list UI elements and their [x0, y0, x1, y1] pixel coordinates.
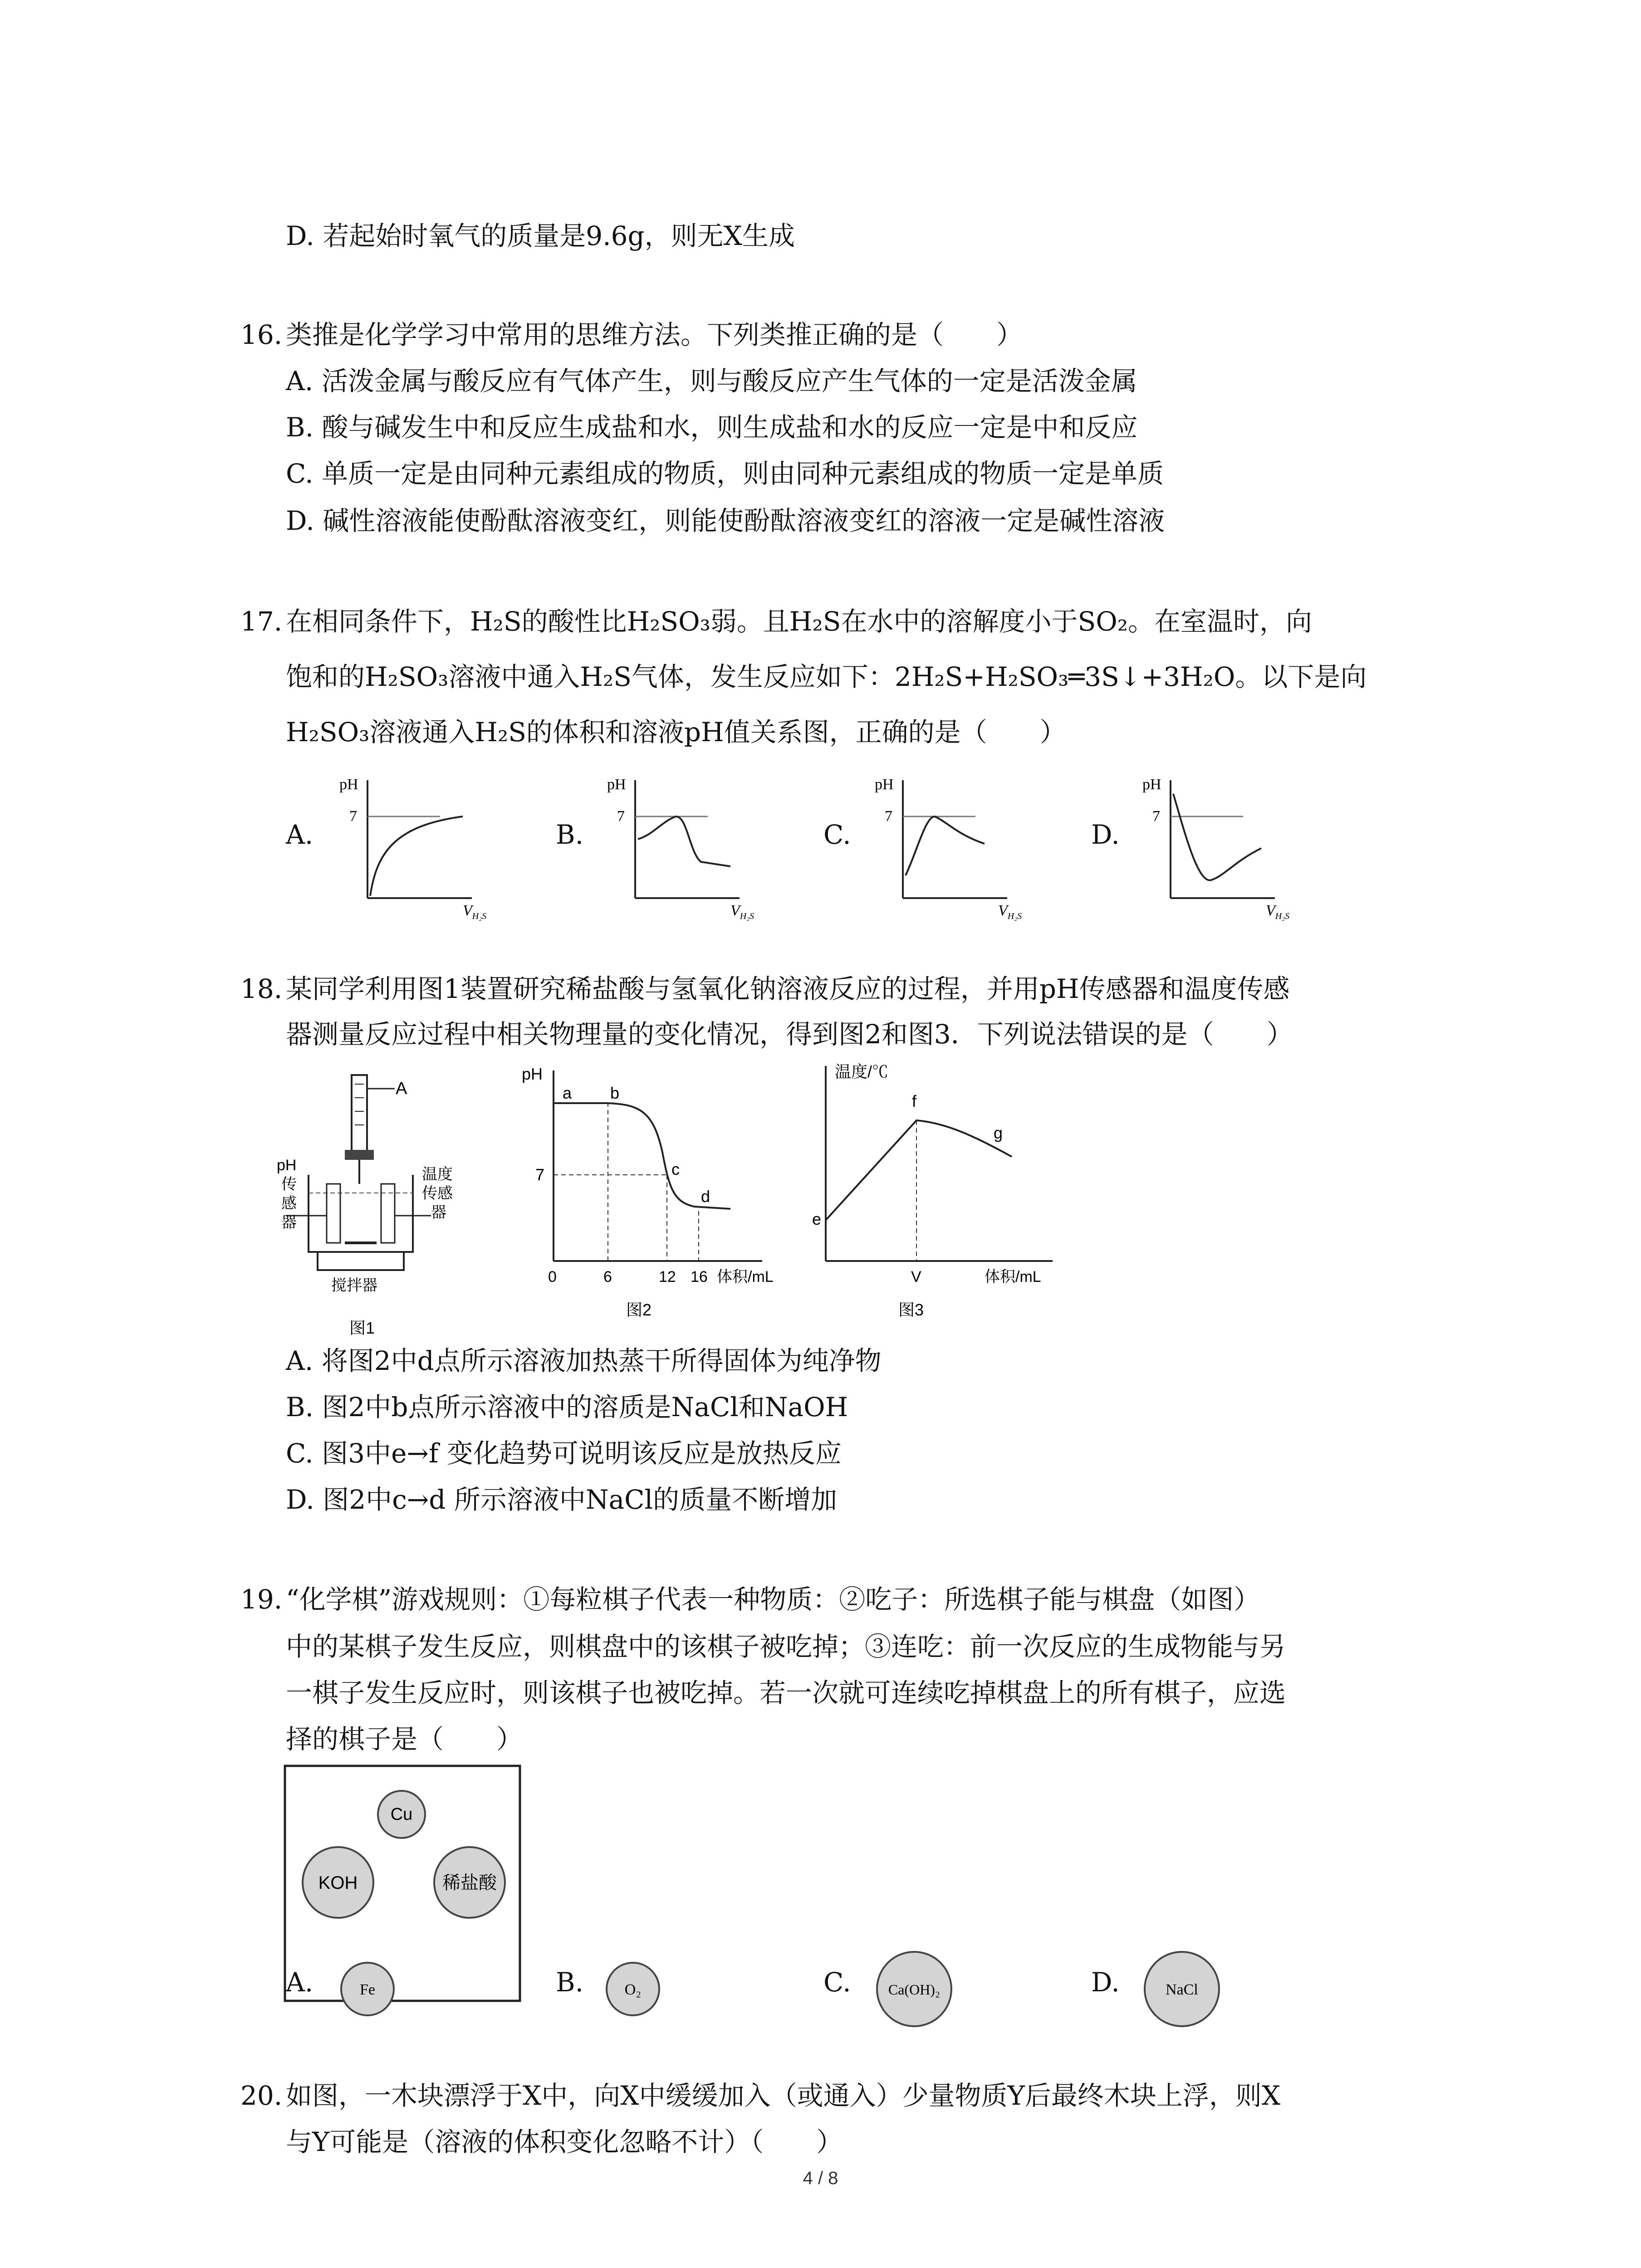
q19-stem-line-1: “化学棋”游戏规则：①每粒棋子代表一种物质：②吃子：所选棋子能与棋盘（如图）: [286, 1584, 1260, 1615]
graph-ytick: 7: [885, 808, 892, 825]
q20-stem-line-1: 如图，一木块漂浮于X中，向X中缓缓加入（或通入）少量物质Y后最终木块上浮，则X: [286, 2080, 1281, 2111]
ph-sensor-label: 感: [281, 1195, 297, 1212]
q20-stem-line-2: 与Y可能是（溶液的体积变化忽略不计）（ ）: [286, 2126, 843, 2157]
option-piece-label: Ca(OH)₂: [888, 1981, 941, 1998]
q16-option-b: B. 酸与碱发生中和反应生成盐和水，则生成盐和水的反应一定是中和反应: [286, 412, 1138, 443]
ph-sensor-label: pH: [277, 1157, 297, 1174]
q17-label-c: C.: [823, 819, 851, 850]
fig2-ylabel: pH: [522, 1065, 543, 1083]
fig2-point-label: c: [671, 1160, 680, 1178]
q18-stem-line-2: 器测量反应过程中相关物理量的变化情况，得到图2和图3．下列说法错误的是（ ）: [286, 1019, 1293, 1050]
q19-stem-line-4: 择的棋子是（ ）: [286, 1724, 523, 1755]
q19-label-c: C.: [823, 1967, 851, 1998]
q19-chess-board: [284, 1765, 524, 2005]
fig2-point-label: d: [701, 1187, 710, 1206]
figure-1-caption: 图1: [349, 1319, 375, 1337]
q18-option-a: A. 将图2中d点所示溶液加热蒸干所得固体为纯净物: [286, 1345, 882, 1376]
q16-stem: 类推是化学学习中常用的思维方法。下列类推正确的是（ ）: [286, 319, 1023, 350]
q18-stem-line-1: 某同学利用图1装置研究稀盐酸与氢氧化钠溶液反应的过程，并用pH传感器和温度传感: [286, 973, 1290, 1004]
fig2-point-label: b: [610, 1084, 620, 1102]
figure-2-caption: 图2: [626, 1300, 652, 1319]
q17-graph-b: [603, 771, 754, 921]
q18-option-c: C. 图3中e→f 变化趋势可说明该反应是放热反应: [286, 1438, 842, 1469]
q18-figure-2: [517, 1061, 774, 1343]
q16-option-d: D. 碱性溶液能使酚酞溶液变红，则能使酚酞溶液变红的溶液一定是碱性溶液: [286, 505, 1165, 536]
graph-ytick: 7: [1152, 808, 1160, 825]
fig3-point-label: f: [912, 1092, 917, 1110]
figure-3-caption: 图3: [898, 1300, 924, 1319]
q16-number: 16.: [240, 319, 283, 350]
temp-sensor-label: 温度: [422, 1166, 453, 1183]
q19-stem-line-2: 中的某棋子发生反应，则棋盘中的该棋子被吃掉；③连吃：前一次反应的生成物能与另: [286, 1631, 1286, 1662]
ph-sensor-label: 器: [281, 1214, 297, 1231]
fig2-point-label: a: [563, 1084, 572, 1102]
page-footer: 4 / 8: [803, 2168, 838, 2188]
option-piece-label: NaCl: [1166, 1981, 1198, 1998]
q17-label-d: D.: [1091, 819, 1120, 850]
fig2-xtick: 6: [603, 1268, 612, 1286]
fig1-label-a: A: [396, 1079, 407, 1098]
graph-ytick: 7: [349, 808, 357, 825]
fig3-ylabel: 温度/℃: [835, 1062, 889, 1081]
q15-option-d: D. 若起始时氧气的质量是9.6g，则无X生成: [286, 220, 795, 251]
fig3-xtick: V: [911, 1268, 921, 1286]
q17-graph-a: [336, 771, 487, 921]
q19-number: 19.: [240, 1584, 283, 1615]
q16-option-c: C. 单质一定是由同种元素组成的物质，则由同种元素组成的物质一定是单质: [286, 458, 1164, 489]
q16-option-a: A. 活泼金属与酸反应有气体产生，则与酸反应产生气体的一定是活泼金属: [286, 366, 1137, 396]
graph-ylabel: pH: [1142, 776, 1161, 793]
graph-xlabel: $V_{H_2S}$: [463, 902, 487, 921]
fig3-point-label: e: [812, 1210, 822, 1228]
fig2-xtick: 12: [659, 1268, 676, 1286]
fig2-ytick: 7: [535, 1165, 545, 1184]
q19-piece-nacl: [1139, 1946, 1225, 2032]
q17-graph-d: [1139, 771, 1290, 921]
board-piece-label: 稀盐酸: [442, 1873, 497, 1893]
graph-ylabel: pH: [339, 776, 358, 793]
graph-ylabel: pH: [607, 776, 626, 793]
fig2-xlabel: 体积/mL: [717, 1268, 774, 1286]
graph-xlabel: $V_{H_2S}$: [1266, 902, 1290, 921]
q19-stem-line-3: 一棋子发生反应时，则该棋子也被吃掉。若一次就可连续吃掉棋盘上的所有棋子，应选: [286, 1677, 1286, 1708]
q17-label-b: B.: [556, 819, 584, 850]
q19-piece-caoh2: [871, 1946, 957, 2032]
board-piece-label: KOH: [318, 1873, 358, 1893]
fig3-xlabel: 体积/mL: [985, 1268, 1041, 1286]
q17-label-a: A.: [286, 819, 314, 850]
temp-sensor-label: 传感: [422, 1185, 453, 1202]
q19-piece-fe: [336, 1957, 399, 2021]
q18-figure-3: [798, 1057, 1071, 1343]
q17-stem-line-1: 在相同条件下，H₂S的酸性比H₂SO₃弱。且H₂S在水中的溶解度小于SO₂。在室温时，向: [286, 606, 1313, 637]
q19-label-b: B.: [556, 1967, 584, 1998]
fig2-xtick: 0: [548, 1268, 557, 1286]
option-piece-label: Fe: [360, 1981, 375, 1998]
q19-piece-o2: [601, 1957, 665, 2021]
temp-sensor-label: 器: [431, 1204, 446, 1221]
q20-number: 20.: [240, 2080, 283, 2111]
board-piece-label: Cu: [390, 1805, 413, 1824]
fig2-xtick: 16: [691, 1268, 708, 1286]
q17-stem-line-3: H₂SO₃溶液通入H₂S的体积和溶液pH值关系图，正确的是（ ）: [286, 717, 1066, 748]
graph-xlabel: $V_{H_2S}$: [730, 902, 754, 921]
q19-label-d: D.: [1091, 1967, 1120, 1998]
q19-label-a: A.: [286, 1967, 314, 1998]
q17-graph-c: [871, 771, 1022, 921]
graph-ylabel: pH: [875, 776, 894, 793]
ph-sensor-label: 传: [281, 1176, 297, 1193]
graph-ytick: 7: [617, 808, 625, 825]
q18-number: 18.: [240, 973, 283, 1004]
graph-xlabel: $V_{H_2S}$: [998, 902, 1022, 921]
q18-option-b: B. 图2中b点所示溶液中的溶质是NaCl和NaOH: [286, 1392, 848, 1422]
q18-figure-1: [277, 1070, 476, 1343]
stirrer-label: 搅拌器: [331, 1277, 377, 1294]
fig3-point-label: g: [994, 1124, 1003, 1142]
q18-option-d: D. 图2中c→d 所示溶液中NaCl的质量不断增加: [286, 1484, 838, 1515]
q17-number: 17.: [240, 606, 283, 637]
option-piece-label: O₂: [624, 1981, 642, 1998]
q17-stem-line-2: 饱和的H₂SO₃溶液中通入H₂S气体，发生反应如下：2H₂S+H₂SO₃═3S↓+3H₂O。以下是向: [286, 661, 1367, 692]
